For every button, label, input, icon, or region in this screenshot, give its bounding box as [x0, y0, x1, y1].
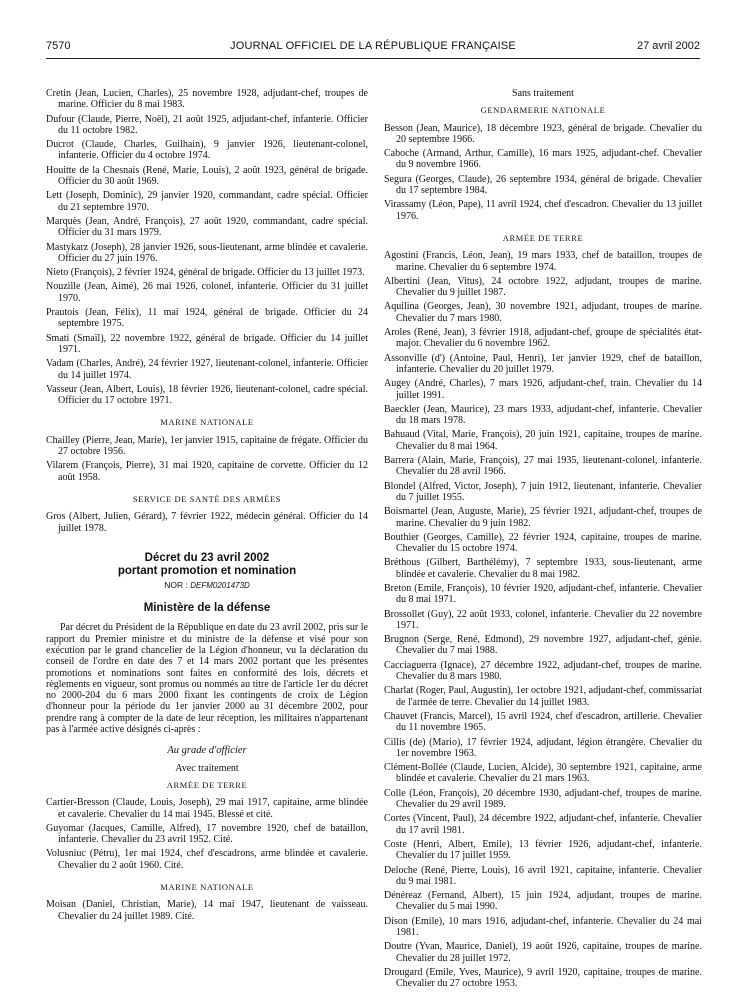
list-item: Dufour (Claude, Pierre, Noël), 21 août 1925, adjudant-chef, infanterie. Officier du 11 octobre 1982.: [46, 113, 368, 136]
list-item: Clément-Bollée (Claude, Lucien, Alcide), 30 septembre 1921, capitaine, arme blindée et cavalerie. Chevalier du 21 mars 1963.: [384, 762, 702, 785]
section-heading-gendarmerie: GENDARMERIE NATIONALE: [480, 105, 606, 116]
list-item: Baeckler (Jean, Maurice), 23 mars 1933, adjudant-chef, infanterie. Chevalier du 18 mars 1978.: [384, 403, 702, 427]
header-rule: [46, 58, 700, 59]
list-item: Ducrot (Claude, Charles, Guilhain), 9 janvier 1926, lieutenant-colonel, infanterie. Officier du 4 octobre 1974.: [46, 139, 368, 162]
list-item: Virassamy (Léon, Pape), 11 avril 1924, chef d'escadron. Chevalier du 13 juillet 1976.: [384, 199, 702, 222]
decree-title-line: Décret du 23 avril 2002: [144, 551, 270, 564]
list-item: Deloche (René, Pierre, Louis), 16 avril 1921, capitaine, infanterie. Chevalier du 9 mai 1981.: [384, 864, 702, 887]
list-item: Assonville (d') (Antoine, Paul, Henri), 1er janvier 1929, chef de bataillon, infanterie. Chevalier du 20 juillet 1979.: [384, 352, 702, 375]
list-item: Drougard (Emile, Yves, Maurice), 9 avril 1920, capitaine, troupes de marine. Chevalier du 27 octobre 1953.: [384, 966, 702, 990]
list-item: Albertini (Jean, Vitus), 24 octobre 1922, adjudant, troupes de marine. Chevalier du 9 juillet 1987.: [384, 275, 702, 299]
officer-list: [46, 88, 368, 406]
decree-paragraph: Par décret du Président de la République en date du 23 avril 2002, pris sur le rapport du Premier ministre et du ministre de la défense et visé pour son exécution par le grand chancelier de la Légion d'honneur, vu la déclaration du conseil de l'ordre en date des 7 et 14 mars 2002 portant que les présentes promotions et nominations sont faites en conformité des lois, décrets et règlements en vigueur, sont promus ou nommés au titre de l'article 1er du décret no 2000-204 du 6 mars 2000 fixant les contingents de croix de Légion d'honneur pour la période du 1er janvier 2000 au 31 décembre 2002, pour prendre rang à compter de la date de leur réception, les militaires n'appartenant pas à l'armée active désignés ci-après :: [46, 622, 368, 736]
list-item: Bréthous (Gilbert, Barthélémy), 7 septembre 1933, sous-lieutenant, arme blindée et cavalerie. Chevalier du 8 mai 1982.: [384, 557, 702, 580]
decree-title-line: portant promotion et nomination: [117, 564, 297, 577]
list-item: Smati (Smaïl), 22 novembre 1922, général de brigade. Officier du 14 juillet 1971.: [46, 332, 368, 355]
right-column: [384, 88, 702, 992]
list-item: Bouthier (Georges, Camille), 22 février 1924, capitaine, troupes de marine. Chevalier du 15 octobre 1974.: [384, 531, 702, 555]
list-item: Brugnon (Serge, René, Edmond), 29 novembre 1927, adjudant-chef, génie. Chevalier du 7 mai 1988.: [384, 634, 702, 657]
list-item: Augey (André, Charles), 7 mars 1926, adjudant-chef, train. Chevalier du 14 juillet 1991.: [384, 378, 702, 401]
list-item: Brossollet (Guy), 22 août 1933, colonel, infanterie. Chevalier du 22 novembre 1971.: [384, 608, 702, 631]
list-item: Moisan (Daniel, Christian, Marie), 14 mai 1947, lieutenant de vaisseau. Chevalier du 24 juillet 1989. Cité.: [46, 899, 368, 922]
list-item: Aquilina (Georges, Jean), 30 novembre 1921, adjudant, troupes de marine. Chevalier du 7 mars 1980.: [384, 301, 702, 324]
list-item: Agostini (Francis, Léon, Jean), 19 mars 1933, chef de bataillon, troupes de marine. Chevalier du 6 septembre 1974.: [384, 250, 702, 273]
list-item: Doutre (Yvan, Maurice, Daniel), 19 août 1926, capitaine, troupes de marine. Chevalier du 28 juillet 1972.: [384, 941, 702, 964]
list-item: Besson (Jean, Maurice), 18 décembre 1923, général de brigade. Chevalier du 20 septembre 1966.: [384, 122, 702, 145]
page-header: [46, 40, 700, 56]
list-item: Prautois (Jean, Félix), 11 mai 1924, général de brigade. Officier du 24 septembre 1975.: [46, 307, 368, 330]
list-item: Volusniuc (Pétru), 1er mai 1924, chef d'escadrons, arme blindée et cavalerie. Chevalier du 2 août 1960. Cité.: [46, 848, 368, 871]
list-item: Nieto (François), 2 février 1924, général de brigade. Officier du 13 juillet 1973.: [46, 267, 365, 279]
list-item: Nouzille (Jean, Aimé), 26 mai 1926, colonel, infanterie. Officier du 31 juillet 1970.: [46, 281, 368, 304]
section-heading-sante: SERVICE DE SANTÉ DES ARMÉES: [132, 493, 282, 504]
list-item: Vilarem (François, Pierre), 31 mai 1920, capitaine de corvette. Officier du 12 août 1958.: [46, 460, 368, 483]
list-item: Guyomar (Jacques, Camille, Alfred), 17 novembre 1920, chef de bataillon, infanterie. Chevalier du 23 avril 1952. Cité.: [46, 822, 368, 846]
list-item: Cretin (Jean, Lucien, Charles), 25 novembre 1928, adjudant-chef, troupes de marine. Officier du 8 mai 1983.: [46, 88, 368, 111]
nor-code: DEFM0201473D: [190, 580, 250, 590]
list-item: Colle (Léon, François), 20 décembre 1930, adjudant-chef, troupes de marine. Chevalier du 29 avril 1989.: [384, 787, 702, 811]
ministry-heading: Ministère de la défense: [143, 602, 271, 615]
list-item: Gros (Albert, Julien, Gérard), 7 février 1922, médecin général. Officier du 14 juillet 1978.: [46, 511, 368, 534]
issue-date: 27 avril 2002: [637, 40, 700, 52]
nor-reference: [46, 580, 368, 591]
list-item: Cillis (de) (Mario), 17 février 1924, adjudant, légion étrangère. Chevalier du 1er novembre 1963.: [384, 736, 702, 759]
list-item: Caboche (Armand, Arthur, Camille), 16 mars 1925, adjudant-chef. Chevalier du 9 novembre 1966.: [384, 148, 702, 171]
list-item: Lett (Joseph, Dominic), 29 janvier 1920, commandant, cadre spécial. Officier du 21 septembre 1970.: [46, 190, 368, 213]
nor-label: NOR :: [164, 579, 188, 590]
treatment-heading: Sans traitement: [512, 88, 574, 99]
list-item: Mastykarz (Joseph), 28 janvier 1926, sous-lieutenant, arme blindée et cavalerie. Officier du 27 juin 1976.: [46, 241, 368, 264]
grade-heading: Au grade d'officier: [167, 745, 247, 757]
list-item: Barrera (Alain, Marie, François), 27 mai 1935, lieutenant-colonel, infanterie. Chevalier du 28 avril 1966.: [384, 455, 702, 478]
list-item: Cortes (Vincent, Paul), 24 décembre 1922, adjudant-chef, infanterie. Chevalier du 17 avril 1981.: [384, 813, 702, 836]
list-item: Boismartel (Jean, Auguste, Marie), 25 février 1921, adjudant-chef, troupes de marine. Chevalier du 9 juin 1982.: [384, 506, 702, 529]
list-item: Aroles (René, Jean), 3 février 1918, adjudant-chef, groupe de spécialités état-major. Chevalier du 6 novembre 1962.: [384, 327, 702, 350]
left-column: [46, 88, 368, 925]
list-item: Marquès (Jean, André, François), 27 août 1920, commandant, cadre spécial. Officier du 31 mars 1979.: [46, 215, 368, 239]
page-number: 7570: [46, 40, 71, 52]
treatment-heading: Avec traitement: [175, 762, 239, 774]
list-item: Cartier-Bresson (Claude, Louis, Joseph), 29 mai 1917, capitaine, arme blindée et cavalerie. Chevalier du 14 mai 1945. Blessé et cité.: [46, 797, 368, 820]
list-item: Cacciaguerra (Ignace), 27 décembre 1922, adjudant-chef, troupes de marine. Chevalier du 8 mars 1980.: [384, 659, 702, 683]
list-item: Chauvet (Francis, Marcel), 15 avril 1924, chef d'escadron, artillerie. Chevalier du 11 novembre 1965.: [384, 710, 702, 734]
list-item: Chailley (Pierre, Jean, Marie), 1er janvier 1915, capitaine de frégate. Officier du 27 octobre 1956.: [46, 434, 368, 458]
section-heading-armee: ARMÉE DE TERRE: [502, 232, 584, 243]
list-item: Blondel (Alfred, Victor, Joseph), 7 juin 1912, lieutenant, infanterie. Chevalier du 7 juillet 1955.: [384, 480, 702, 503]
section-heading-armee: ARMÉE DE TERRE: [166, 779, 248, 790]
list-item: Bahuaud (Vital, Marie, François), 20 juin 1921, capitaine, troupes de marine. Chevalier du 8 mai 1964.: [384, 429, 702, 452]
list-item: Charlat (Roger, Paul, Augustin), 1er octobre 1921, adjudant-chef, commissariat de l'armée de terre. Chevalier du 14 juillet 1983.: [384, 685, 702, 708]
section-heading-marine: MARINE NATIONALE: [160, 417, 254, 428]
list-item: Vasseur (Jean, Albert, Louis), 18 février 1926, lieutenant-colonel, cadre spécial. Officier du 17 octobre 1971.: [46, 383, 368, 407]
list-item: Dison (Emile), 10 mars 1916, adjudant-chef, infanterie. Chevalier du 24 mai 1981.: [384, 915, 702, 938]
list-item: Dénéreaz (Fernand, Albert), 15 juin 1924, adjudant, troupes de marine. Chevalier du 5 mai 1990.: [384, 890, 702, 913]
list-item: Vadam (Charles, André), 24 février 1927, lieutenant-colonel, infanterie. Officier du 14 juillet 1974.: [46, 358, 368, 381]
list-item: Breton (Emile, François), 10 février 1920, adjudant-chef, infanterie. Chevalier du 8 mai 1971.: [384, 582, 702, 606]
decree-title: [46, 552, 368, 578]
list-item: Houitte de la Chesnais (René, Marie, Louis), 2 août 1923, général de brigade. Officier du 30 août 1969.: [46, 164, 368, 188]
journal-title: JOURNAL OFFICIEL DE LA RÉPUBLIQUE FRANÇAISE: [230, 40, 516, 52]
section-heading-marine-2: MARINE NATIONALE: [160, 882, 254, 893]
list-item: Coste (Henri, Albert, Emile), 13 février 1926, adjudant-chef, infanterie. Chevalier du 17 juillet 1959.: [384, 838, 702, 862]
list-item: Segura (Georges, Claude), 26 septembre 1934, général de brigade. Chevalier du 17 septembre 1984.: [384, 173, 702, 197]
